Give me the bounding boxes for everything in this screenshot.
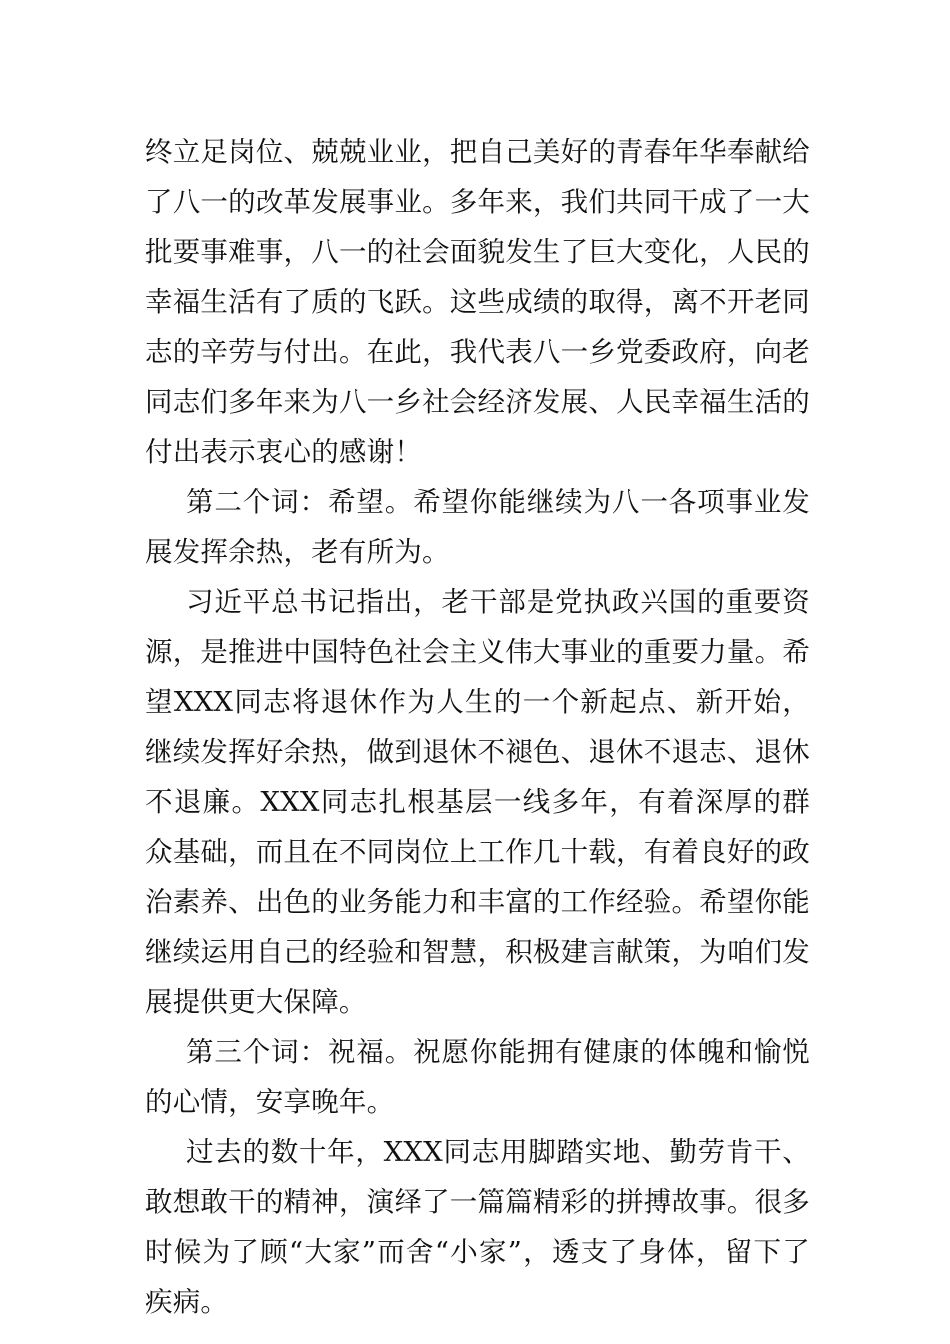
- paragraph-past-decades: 过去的数十年，XXX同志用脚踏实地、勤劳肯干、敢想敢干的精神，演绎了一篇篇精彩的拼搏故事。很多时候为了顾“大家”而舍“小家”，透支了身体，留下了疾病。: [145, 1136, 810, 1318]
- paragraph-continued: 终立足岗位、兢兢业业，把自己美好的青春年华奉献给了八一的改革发展事业。多年来，我们共同干成了一大批要事难事，八一的社会面貌发生了巨大变化，人民的幸福生活有了质的飞跃。这些成绩的取得，离不开老同志的辛劳与付出。在此，我代表八一乡党委政府，向老同志们多年来为八一乡社会经济发展、人民幸福生活的付出表示衷心的感谢！: [145, 136, 810, 468]
- paragraph-third-word: 第三个词：祝福。祝愿你能拥有健康的体魄和愉悦的心情，安享晚年。: [145, 1036, 810, 1118]
- paragraph-second-word: 第二个词：希望。希望你能继续为八一各项事业发展发挥余热，老有所为。: [145, 486, 810, 568]
- document-body: [145, 127, 810, 1327]
- paragraph-xi-quote: 习近平总书记指出，老干部是党执政兴国的重要资源，是推进中国特色社会主义伟大事业的重要力量。希望XXX同志将退休作为人生的一个新起点、新开始，继续发挥好余热，做到退休不褪色、退休不退志、退休不退廉。XXX同志扎根基层一线多年，有着深厚的群众基础，而且在不同岗位上工作几十载，有着良好的政治素养、出色的业务能力和丰富的工作经验。希望你能继续运用自己的经验和智慧，积极建言献策，为咱们发展提供更大保障。: [145, 586, 810, 1018]
